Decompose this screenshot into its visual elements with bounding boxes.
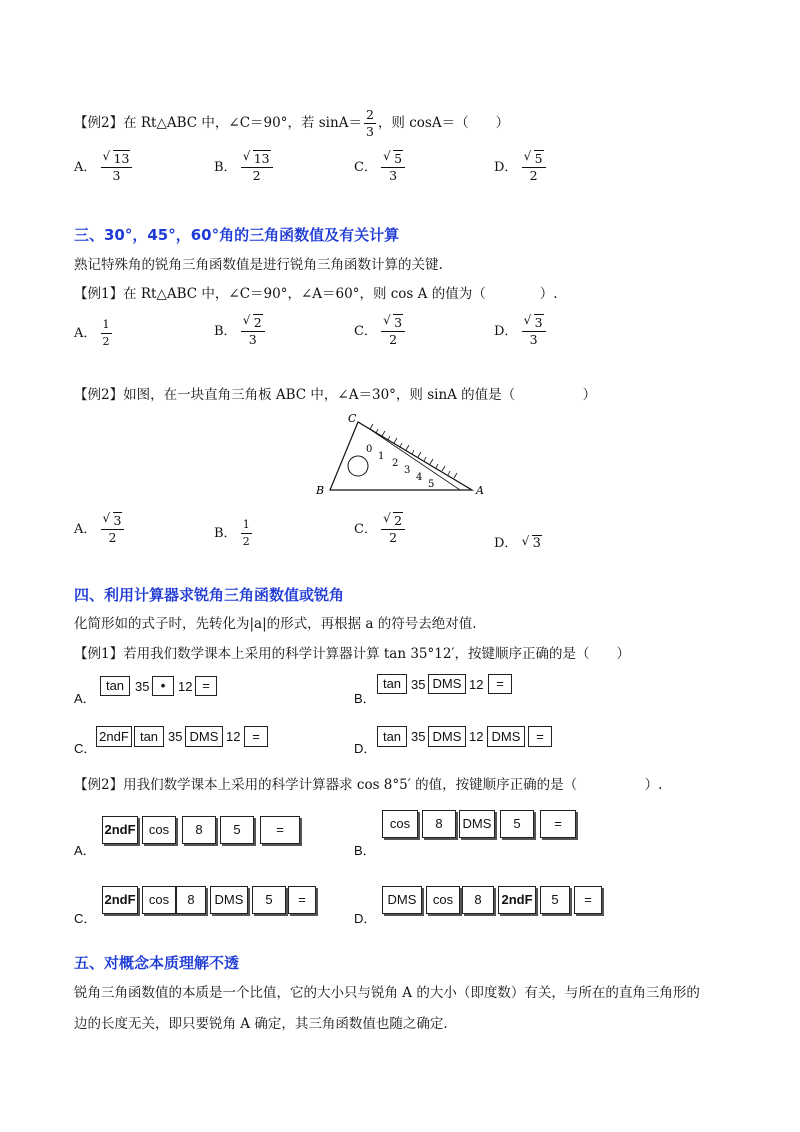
option-letter: A． [74,522,97,537]
example-label: 【例1】 [74,286,124,302]
radicand: 13 [113,151,130,166]
option-letter: D． [494,324,518,339]
key-equals[interactable]: = [574,886,602,914]
fraction-numerator: 2 [365,107,374,122]
radicand: 2 [253,315,262,330]
ruler-edge [358,422,472,490]
option-b[interactable] [214,316,265,347]
fraction-denominator: 2 [108,530,117,545]
key-12[interactable]: 12 [469,677,484,692]
option-b-letter[interactable]: B． [354,691,376,706]
fraction [381,152,405,183]
fraction [101,152,133,183]
option-letter: D． [494,536,518,551]
key-cos[interactable]: cos [426,886,460,914]
fraction-denominator: 3 [529,332,538,347]
key-equals[interactable]: = [260,816,300,844]
fraction [101,514,125,545]
option-letter: C． [354,160,377,175]
key-5[interactable]: 5 [252,886,286,914]
key-dms[interactable]: DMS [185,726,223,747]
ruler-hole [348,456,368,476]
option-d[interactable] [494,532,542,551]
tick-label: 1 [378,451,385,462]
option-letter: B． [214,526,237,541]
fraction-denominator: 3 [389,168,398,183]
fraction [381,316,405,347]
question-text: 用我们数学课本上采用的科学计算器求 cos 8°5′ 的值，按键顺序正确的是（ ）. [123,777,663,793]
key-dms[interactable]: DMS [428,726,466,747]
key-equals[interactable]: = [244,726,268,747]
key-equals[interactable]: = [195,676,217,696]
option-c[interactable] [354,316,405,347]
option-d-letter[interactable]: D． [354,741,377,756]
key-equals[interactable]: = [488,674,512,694]
fraction [522,152,546,183]
tick-label: 2 [392,458,399,469]
option-b[interactable] [214,152,273,183]
question-text: 若用我们数学课本上采用的科学计算器计算 tan 35°12′，按键顺序正确的是（ ） [123,646,631,662]
example-1-calculator-question [74,645,630,663]
question-text: 在 Rt△ABC 中，∠C＝90°，∠A＝60°，则 cos A 的值为（ ）. [123,286,558,302]
triangle-outline [330,422,472,490]
fraction [101,318,112,349]
key-12[interactable]: 12 [226,729,241,744]
key-5[interactable]: 5 [500,810,534,838]
key-35[interactable]: 35 [168,729,183,744]
key-35[interactable]: 35 [411,729,426,744]
key-8[interactable]: 8 [182,816,216,844]
key-tan[interactable]: tan [134,726,164,747]
key-cos[interactable]: cos [142,816,176,844]
radicand: 3 [534,315,543,330]
option-d[interactable] [494,316,546,347]
key-tan[interactable]: tan [377,674,407,694]
question-text: 如图，在一块直角三角板 ABC 中，∠A＝30°，则 sinA 的值是（ ） [123,387,597,403]
key-8[interactable]: 8 [422,810,456,838]
key-cos[interactable]: cos [382,810,418,838]
key-dms[interactable]: DMS [382,886,422,914]
option-d-letter[interactable]: D． [354,911,377,926]
key-equals[interactable]: = [528,726,552,747]
section-5-heading: 五、对概念本质理解不透 [74,954,240,972]
example-1-question [74,285,558,303]
fraction-denominator: 2 [242,535,250,548]
radicand: 3 [113,513,122,528]
key-12[interactable]: 12 [178,679,193,694]
key-2ndf[interactable]: 2ndF [102,886,138,914]
fraction [381,514,405,545]
section-3-heading: 三、30°，45°，60°角的三角函数值及有关计算 [74,226,400,244]
tick-label: 3 [404,465,411,476]
key-8[interactable]: 8 [176,886,206,914]
key-dms[interactable]: DMS [210,886,248,914]
radicand: 3 [532,536,541,551]
option-letter: B． [214,324,237,339]
question-text-end: ，则 cosA＝（ ） [377,115,510,131]
example-2-calculator-question [74,776,662,794]
section-5-line-2: 边的长度无关，即只要锐角 A 确定，其三角函数值也随之确定. [74,1016,448,1032]
option-letter: A． [74,326,97,341]
option-b-letter[interactable]: B． [354,843,376,858]
option-letter: D． [494,160,518,175]
example-2-question [74,108,509,139]
example-label: 【例2】 [74,115,124,131]
key-dot[interactable]: • [152,676,174,696]
key-8[interactable]: 8 [462,886,494,914]
sqrt-icon [103,513,123,528]
sqrt-icon [524,315,544,330]
radicand: 5 [394,151,403,166]
key-2ndf[interactable]: 2ndF [102,816,138,844]
radicand: 2 [394,513,403,528]
tick-label: 0 [366,444,373,455]
option-a-letter[interactable]: A． [74,691,96,706]
key-equals[interactable]: = [540,810,576,838]
option-a-letter[interactable]: A． [74,843,96,858]
option-letter: A． [74,160,97,175]
fraction-denominator: 2 [389,530,398,545]
key-cos[interactable]: cos [142,886,176,914]
option-c-letter[interactable]: C． [74,741,97,756]
vertex-label-b: B [316,484,325,496]
triangle-ruler-figure [310,410,490,496]
section-3-intro: 熟记特殊角的锐角三角函数值是进行锐角三角函数计算的关键. [74,257,443,273]
fraction-denominator: 2 [389,332,398,347]
key-dms[interactable]: DMS [487,726,525,747]
section-5-line-1: 锐角三角函数值的本质是一个比值，它的大小只与锐角 A 的大小（即度数）有关，与所在的直角三角形的 [74,985,700,1001]
vertex-label-c: C [348,412,357,425]
fraction [241,152,273,183]
key-5[interactable]: 5 [220,816,254,844]
sqrt-icon [383,151,403,166]
fraction-denominator: 2 [252,168,261,183]
question-text: 在 Rt△ABC 中，∠C＝90°，若 sinA＝ [123,115,362,131]
section-4-heading: 四、利用计算器求锐角三角函数值或锐角 [74,586,345,604]
example-2-figure-question [74,386,596,404]
fraction [364,108,376,139]
sqrt-icon [524,151,544,166]
fraction-denominator: 3 [112,168,121,183]
key-dms[interactable]: DMS [459,810,495,838]
sqrt-icon [103,151,131,166]
fraction [241,316,265,347]
key-2ndf[interactable]: 2ndF [498,886,536,914]
option-a[interactable] [74,152,132,183]
key-5[interactable]: 5 [540,886,570,914]
fraction-numerator: 1 [101,318,112,334]
key-2ndf[interactable]: 2ndF [96,726,132,747]
fraction-denominator: 2 [529,168,538,183]
key-dms[interactable]: DMS [428,674,466,694]
example-label: 【例2】 [74,777,124,793]
vertex-label-a: A [476,484,484,496]
sqrt-icon [243,151,271,166]
option-letter: C． [354,522,377,537]
tick-label: 4 [416,472,423,483]
radicand: 3 [394,315,403,330]
option-c-letter[interactable]: C． [74,911,97,926]
option-d[interactable] [494,152,546,183]
sqrt-icon [522,536,542,551]
option-a[interactable] [74,318,112,349]
option-c[interactable] [354,152,405,183]
option-letter: B． [214,160,237,175]
sqrt-icon [383,315,403,330]
radicand: 13 [253,151,270,166]
sqrt-icon [243,315,263,330]
option-b[interactable] [214,518,252,549]
radicand: 5 [534,151,543,166]
example-label: 【例2】 [74,387,124,403]
example-label: 【例1】 [74,646,124,662]
key-equals[interactable]: = [288,886,316,914]
fraction-denominator: 3 [248,332,257,347]
fraction-denominator: 2 [102,335,110,348]
key-12[interactable]: 12 [469,729,484,744]
key-35[interactable]: 35 [411,677,426,692]
tick-label: 5 [428,479,435,490]
key-35[interactable]: 35 [135,679,150,694]
key-tan[interactable]: tan [100,676,130,696]
key-tan[interactable]: tan [377,726,407,747]
option-a[interactable] [74,514,124,545]
fraction-numerator: 1 [241,518,252,534]
sqrt-icon [383,513,403,528]
fraction-denominator: 3 [365,124,374,139]
fraction [522,316,546,347]
option-c[interactable] [354,514,405,545]
fraction [241,518,252,549]
section-4-intro: 化简形如的式子时，先转化为|a|的形式，再根据 a 的符号去绝对值. [74,616,477,632]
option-letter: C． [354,324,377,339]
